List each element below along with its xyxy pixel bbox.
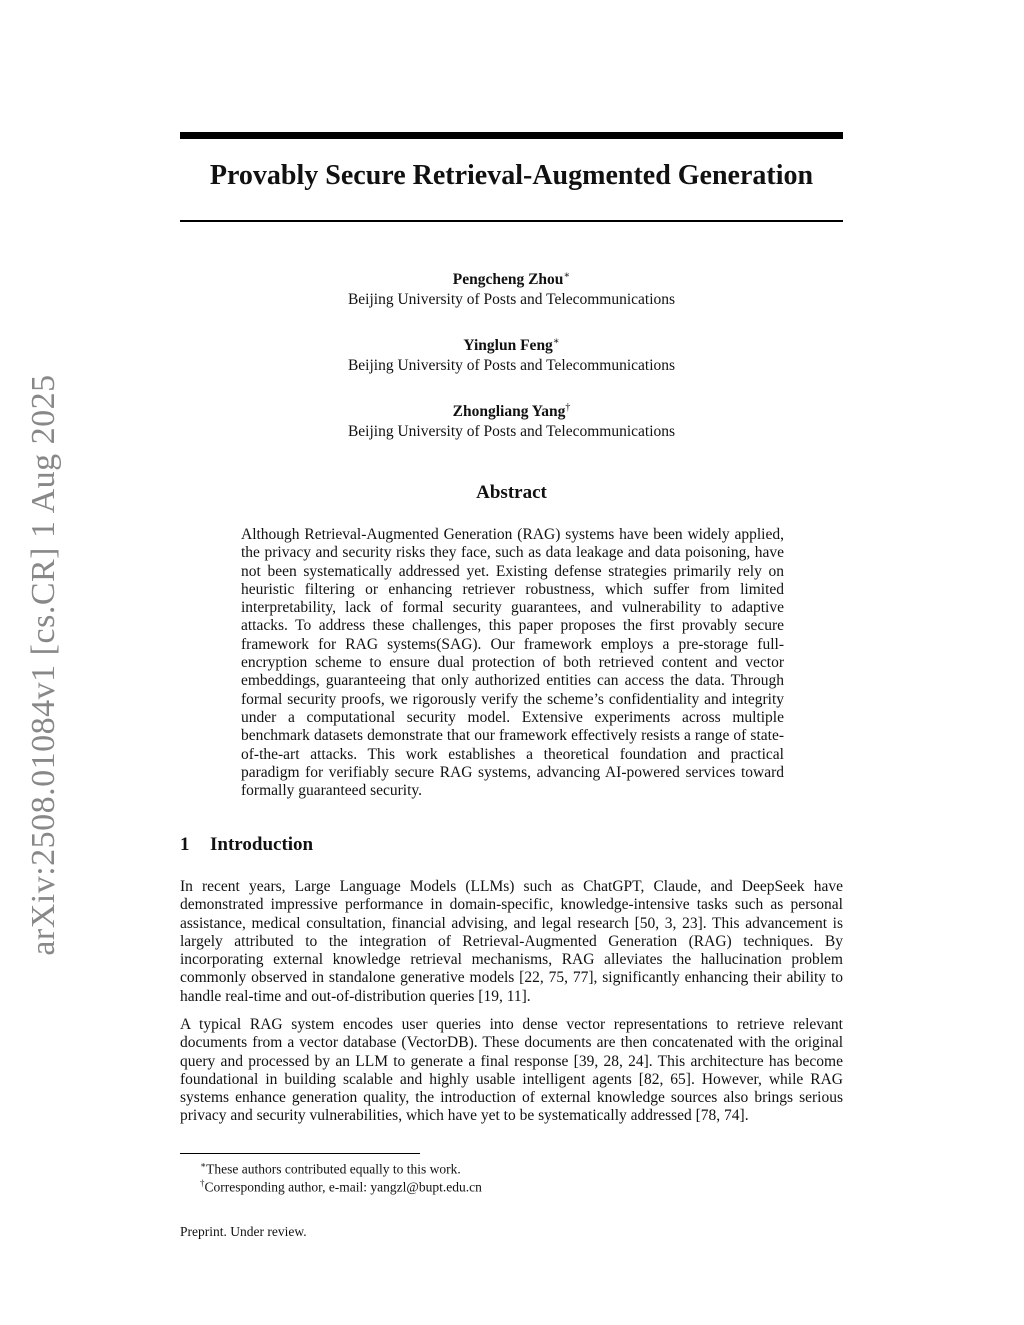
author-name: Yinglun Feng	[463, 337, 553, 355]
title-rule-bottom	[180, 220, 843, 222]
title-rule-top	[180, 132, 843, 139]
intro-paragraph: A typical RAG system encodes user queries into dense vector representations to retrieve relevant documents from a vector database (VectorDB). These documents are then concatenated with the original query and processed by an LLM to generate a final response [39, 28, 24]. This architecture has become foundational in building scalable and highly usable intelligent agents [82, 65]. However, while RAG systems enhance generation quality, the introduction of external knowledge sources also brings serious privacy and security vulnerabilities, which have yet to be systematically addressed [78, 74].	[180, 1016, 843, 1125]
arxiv-identifier-text: arXiv:2508.01084v1 [cs.CR] 1 Aug 2025	[25, 374, 62, 956]
footnote-text: Corresponding author, e-mail: yangzl@bupt.edu.cn	[204, 1179, 482, 1195]
author-affiliation: Beijing University of Posts and Telecommunications	[347, 291, 676, 309]
paper-title: Provably Secure Retrieval-Augmented Generation	[209, 160, 814, 191]
section-heading	[180, 834, 313, 856]
author-affiliation: Beijing University of Posts and Telecommunications	[347, 357, 676, 375]
section-number: 1	[180, 834, 190, 855]
arxiv-identifier	[14, 374, 74, 956]
abstract-text: Although Retrieval-Augmented Generation (RAG) systems have been widely applied, the privacy and security risks they face, such as data leakage and data poisoning, have not been systematically addressed yet. Existing defense strategies primarily rely on heuristic filtering or enhancing retriever robustness, which suffer from limited interpretability, lack of formal security guarantees, and vulnerability to adaptive attacks. To address these challenges, this paper proposes the first provably secure framework for RAG systems(SAG). Our framework employs a pre-storage full-encryption scheme to ensure dual protection of both retrieved content and vector embeddings, guaranteeing that only authorized entities can access the data. Through formal security proofs, we rigorously verify the scheme’s confidentiality and integrity under a computational security model. Extensive experiments across multiple benchmark datasets demonstrate that our framework effectively resists a range of state-of-the-art attacks. This work establishes a theoretical foundation and practical paradigm for verifiably secure RAG systems, advancing AI-powered services toward formally guaranteed security.	[241, 526, 784, 800]
section-title: Introduction	[210, 834, 314, 855]
author-block	[180, 398, 843, 442]
author-block	[180, 266, 843, 310]
footnote-mark: †	[200, 1178, 205, 1188]
author-name: Pengcheng Zhou	[452, 271, 564, 289]
preprint-note: Preprint. Under review.	[180, 1224, 307, 1239]
author-block	[180, 332, 843, 376]
author-affiliation: Beijing University of Posts and Telecommunications	[347, 423, 676, 441]
footnote-mark: ∗	[200, 1160, 207, 1170]
footnote-text: These authors contributed equally to this work.	[206, 1161, 461, 1177]
footnote	[200, 1175, 482, 1196]
author-mark: †	[565, 402, 571, 413]
author-name: Zhongliang Yang	[452, 403, 566, 421]
author-mark: ∗	[552, 336, 560, 347]
abstract-heading: Abstract	[476, 482, 547, 503]
intro-paragraph: In recent years, Large Language Models (LLMs) such as ChatGPT, Claude, and DeepSeek have demonstrated impressive performance in domain-specific, knowledge-intensive tasks such as personal assistance, medical consultation, financial advising, and legal research [50, 3, 23]. This advancement is largely attributed to the integration of Retrieval-Augmented Generation (RAG) techniques. By incorporating external knowledge retrieval mechanisms, RAG alleviates the hallucination problem commonly observed in standalone generative models [22, 75, 77], significantly enhancing their ability to handle real-time and out-of-distribution queries [19, 11].	[180, 878, 843, 1005]
footnote-rule	[180, 1153, 420, 1154]
author-mark: ∗	[563, 270, 571, 281]
